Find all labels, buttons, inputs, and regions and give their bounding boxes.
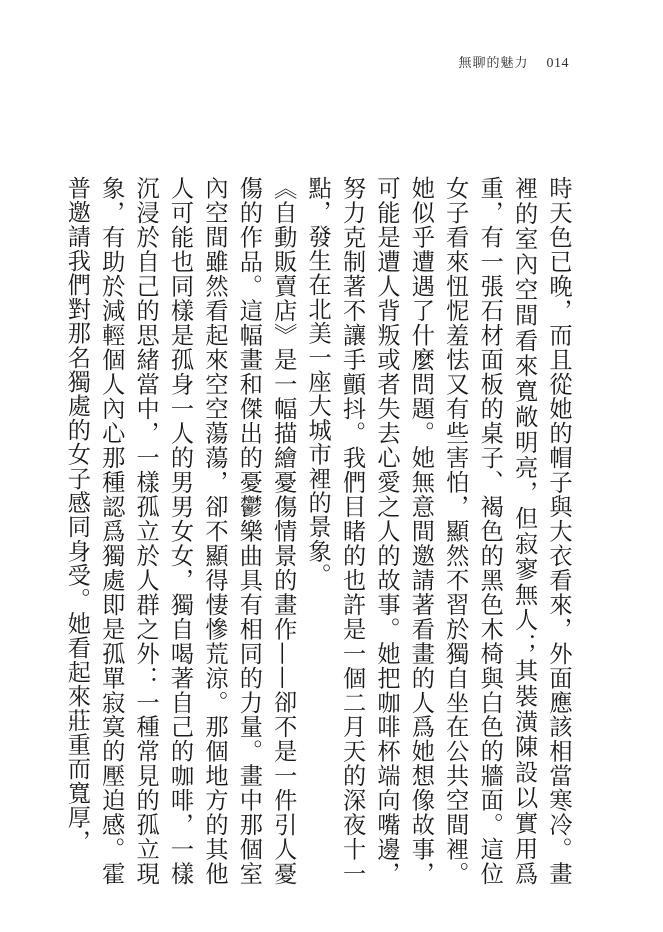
page-number: 014 <box>546 56 569 71</box>
paragraph-2: 《自動販賣店》是一幅描繪憂傷情景的畫作——卻不是一件引人憂傷的作品。這幅畫和傑出的憂鬱樂曲具有相同的力量。畫中那個室內空間雖然看起來空空蕩蕩，卻不顯得悽慘荒涼。那個地方的其他人可能也同樣是孤身一人的男男女女，獨自喝著自己的咖啡，一樣沉浸於自己的思緒當中，一樣孤立於人群之外：一種常見的孤立現象，有助於減輕個人內心那種認爲獨處即是孤單寂寞的壓迫感。霍普邀請我們對那名獨處的女子感同身受。她看起來莊重而寬厚， <box>63 176 297 886</box>
book-title: 無聊的魅力 <box>458 56 529 71</box>
body-text <box>59 176 575 886</box>
paragraph-1: 時天色已晚，而且從她的帽子與大衣看來，外面應該相當寒冷。畫裡的室內空間看來寬敞明亮，但寂寥無人；其裝潢陳設以實用爲重，有一張石材面板的桌子、褐色的黑色木椅與白色的牆面。這位女子看來忸怩羞怯又有些害怕，顯然不習於獨自坐在公共空間裡。她似乎遭遇了什麼問題。她無意間邀請著看畫的人爲她想像故事，可能是遭人背叛或者失去心愛之人的故事。她把咖啡杯端向嘴邊，努力克制著不讓手顫抖。我們目睹的也許是一個二月天的深夜十一點，發生在北美一座大城市裡的景象。 <box>304 176 572 886</box>
running-header <box>458 52 569 72</box>
